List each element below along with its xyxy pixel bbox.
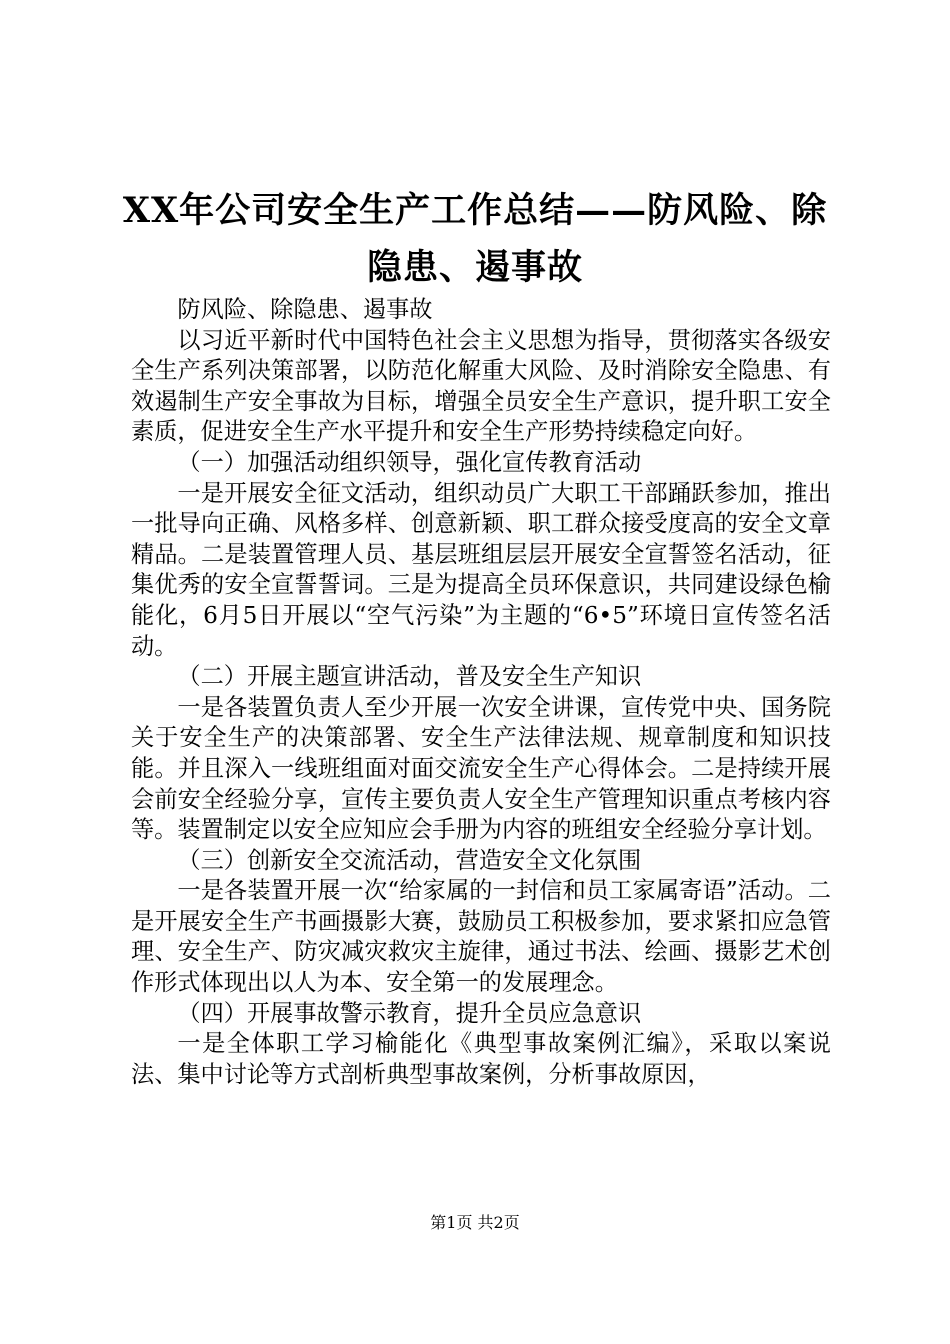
document-title [120,182,830,296]
page-number-total: 共2页 [477,1213,520,1232]
section-heading-4: （四）开展事故警示教育，提升全员应急意识 [177,999,642,1027]
subtitle-paragraph: 防风险、除隐患、遏事故 [177,296,433,323]
section-paragraph-3: 一是各装置开展一次“给家属的一封信和员工家属寄语”活动。二是开展安全生产书画摄影大赛，鼓励员工积极参加，要求紧扣应急管理、安全生产、防灾减灾救灾主旋律，通过书法、绘画、摄影艺术创作形式体现出以人为本、安全第一的发展理念。 [131,877,831,997]
page-footer [0,1213,950,1233]
section-paragraph-2: 一是各装置负责人至少开展一次安全讲课，宣传党中央、国务院关于安全生产的决策部署、安全生产法律法规、规章制度和知识技能。并且深入一线班组面对面交流安全生产心得体会。二是持续开展会前安全经验分享，宣传主要负责人安全生产管理知识重点考核内容等。装置制定以安全应知应会手册为内容的班组安全经验分享计划。 [131,693,831,844]
section-heading-2: （二）开展主题宣讲活动，普及安全生产知识 [177,663,642,691]
title-line-2: 隐患、遏事故 [366,247,583,288]
document-body [131,295,831,1090]
section-paragraph-1: 一是开展安全征文活动，组织动员广大职工干部踊跃参加，推出一批导向正确、风格多样、创意新颖、职工群众接受度高的安全文章精品。二是装置管理人员、基层班组层层开展安全宣誓签名活动，征集优秀的安全宣誓誓词。三是为提高全员环保意识，共同建设绿色榆能化，6月5日开展以“空气污染”为主题的“6•5”环境日宣传签名活动。 [131,479,831,660]
page-number-current: 第1页 [430,1213,473,1232]
section-heading-3: （三）创新安全交流活动，营造安全文化氛围 [177,846,642,874]
section-paragraph-4: 一是全体职工学习榆能化《典型事故案例汇编》，采取以案说法、集中讨论等方式剖析典型事故案例，分析事故原因， [131,1030,831,1088]
intro-paragraph: 以习近平新时代中国特色社会主义思想为指导，贯彻落实各级安全生产系列决策部署，以防范化解重大风险、及时消除安全隐患、有效遏制生产安全事故为目标，增强全员安全生产意识，提升职工安全素质，促进安全生产水平提升和安全生产形势持续稳定向好。 [131,326,831,446]
title-line-1: XX年公司安全生产工作总结——防风险、除 [122,190,828,231]
section-heading-1: （一）加强活动组织领导，强化宣传教育活动 [177,448,642,476]
